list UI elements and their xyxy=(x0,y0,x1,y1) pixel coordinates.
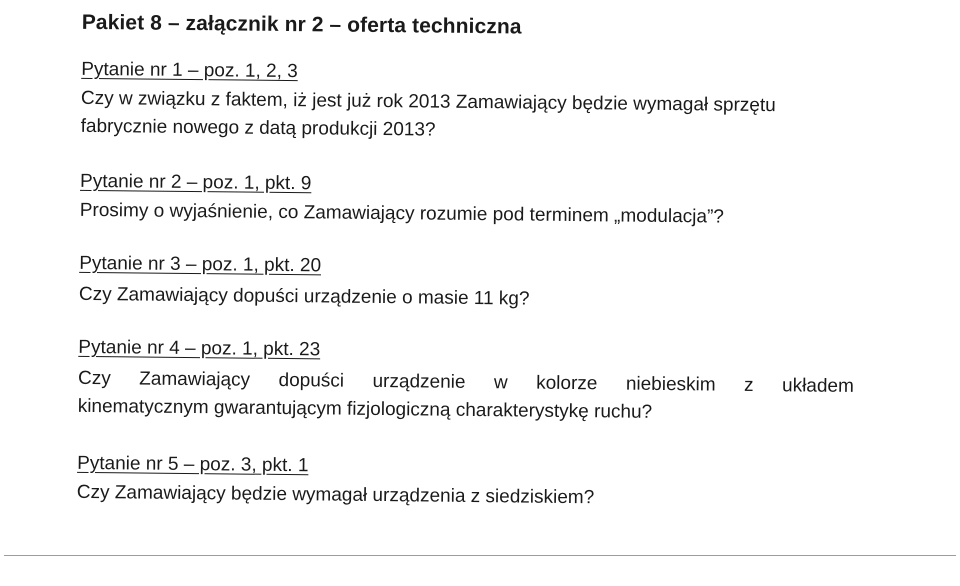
question-4-word: z xyxy=(743,374,754,396)
question-4-text xyxy=(78,365,855,429)
question-2-heading: Pytanie nr 2 – poz. 1, pkt. 9 xyxy=(79,170,312,195)
question-5-heading: Pytanie nr 5 – poz. 3, pkt. 1 xyxy=(77,452,309,477)
question-5-text xyxy=(77,479,595,512)
question-4-word: urządzenie xyxy=(372,370,466,393)
question-4-word: niebieskim xyxy=(625,373,716,396)
question-3-text xyxy=(79,281,530,314)
question-3-line-1: Czy Zamawiający dopuści urządzenie o masie 11 kg? xyxy=(78,283,530,310)
question-3-heading: Pytanie nr 3 – poz. 1, pkt. 20 xyxy=(79,252,322,277)
question-1-heading: Pytanie nr 1 – poz. 1, 2, 3 xyxy=(81,58,298,83)
question-5-line-1: Czy Zamawiający będzie wymagał urządzenia z siedziskiem? xyxy=(76,481,595,509)
question-4-word: układem xyxy=(781,375,855,397)
question-4-heading: Pytanie nr 4 – poz. 1, pkt. 23 xyxy=(78,336,321,361)
question-1-line-1: Czy w związku z faktem, iż jest już rok 2013 Zamawiający będzie wymagał sprzętu xyxy=(80,87,776,117)
question-4-line-2: kinematycznym gwarantującym fizjologiczną charakterystykę ruchu? xyxy=(77,395,653,423)
question-1-line-2: fabrycznie nowego z datą produkcji 2013? xyxy=(80,115,436,141)
question-4-word: w xyxy=(493,372,508,394)
question-4-word: Czy xyxy=(77,367,111,390)
question-4-word: dopuści xyxy=(278,369,345,392)
question-1-text xyxy=(81,85,776,148)
question-2-line-1: Prosimy o wyjaśnienie, co Zamawiający rozumie pod terminem „modulacja”? xyxy=(79,199,725,228)
question-4-word: kolorze xyxy=(536,372,598,395)
question-2-text xyxy=(80,197,724,232)
question-4-word: Zamawiający xyxy=(139,368,251,391)
footer-divider xyxy=(4,555,956,556)
document-title: Pakiet 8 – załącznik nr 2 – oferta techniczna xyxy=(81,10,522,39)
